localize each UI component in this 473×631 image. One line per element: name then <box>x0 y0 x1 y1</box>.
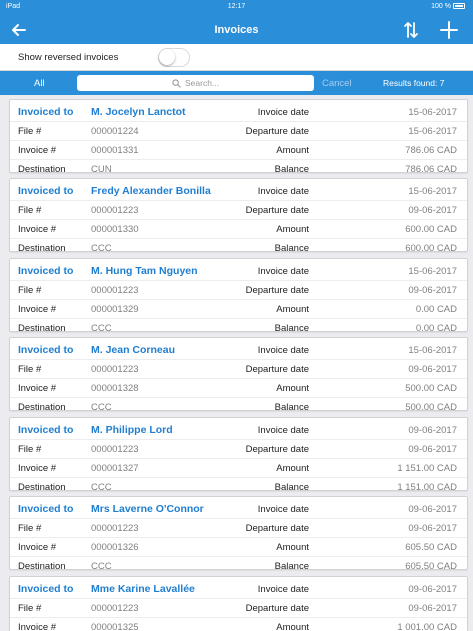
balance-label: Balance <box>274 164 309 175</box>
row-divider <box>10 537 467 538</box>
destination-value: CCC <box>91 243 112 254</box>
search-placeholder: Search... <box>184 78 220 88</box>
file-value: 000001223 <box>91 523 139 534</box>
balance-value: 605.50 CAD <box>405 561 457 572</box>
invoiced-to-label: Invoiced to <box>18 583 74 595</box>
row-divider <box>10 359 467 360</box>
customer-name: M. Jocelyn Lanctot <box>91 106 186 118</box>
row-divider <box>10 556 467 557</box>
balance-label: Balance <box>274 323 309 334</box>
amount-value: 1 001.00 CAD <box>397 622 457 631</box>
row-divider <box>10 458 467 459</box>
customer-name: Fredy Alexander Bonilla <box>91 185 211 197</box>
customer-name: M. Hung Tam Nguyen <box>91 265 198 277</box>
invoice-date-label: Invoice date <box>257 107 309 118</box>
invoice-date-label: Invoice date <box>257 425 309 436</box>
invoice-number-label: Invoice # <box>18 224 57 235</box>
switch-knob <box>159 49 175 65</box>
balance-value: 786.06 CAD <box>405 164 457 175</box>
destination-value: CCC <box>91 561 112 572</box>
invoice-date-value: 15-06-2017 <box>408 186 457 197</box>
battery-icon <box>453 3 465 9</box>
invoice-number-value: 000001326 <box>91 542 139 553</box>
departure-date-label: Departure date <box>245 444 309 455</box>
destination-label: Destination <box>18 243 66 254</box>
invoice-date-label: Invoice date <box>257 266 309 277</box>
page-title: Invoices <box>214 24 259 36</box>
carrier-label: iPad <box>6 3 21 10</box>
departure-date-label: Departure date <box>245 523 309 534</box>
amount-label: Amount <box>276 224 309 235</box>
row-divider <box>10 518 467 519</box>
invoice-number-label: Invoice # <box>18 542 57 553</box>
invoice-date-value: 09-06-2017 <box>408 425 457 436</box>
row-divider <box>10 200 467 201</box>
file-value: 000001223 <box>91 603 139 614</box>
departure-date-label: Departure date <box>245 285 309 296</box>
invoice-number-label: Invoice # <box>18 145 57 156</box>
scope-all-button[interactable]: All <box>34 78 45 89</box>
plus-icon <box>438 19 460 41</box>
amount-label: Amount <box>276 622 309 631</box>
invoice-date-label: Invoice date <box>257 186 309 197</box>
invoice-card[interactable] <box>9 99 468 173</box>
invoice-number-label: Invoice # <box>18 304 57 315</box>
invoiced-to-label: Invoiced to <box>18 265 74 277</box>
invoice-card[interactable] <box>9 258 468 332</box>
invoiced-to-label: Invoiced to <box>18 503 74 515</box>
invoice-date-label: Invoice date <box>257 345 309 356</box>
amount-value: 600.00 CAD <box>405 224 457 235</box>
invoice-date-value: 15-06-2017 <box>408 345 457 356</box>
invoice-number-value: 000001327 <box>91 463 139 474</box>
reversed-toggle-row <box>0 44 473 71</box>
amount-label: Amount <box>276 304 309 315</box>
destination-label: Destination <box>18 323 66 334</box>
invoiced-to-label: Invoiced to <box>18 424 74 436</box>
balance-value: 500.00 CAD <box>405 402 457 413</box>
invoice-number-value: 000001330 <box>91 224 139 235</box>
row-divider <box>10 299 467 300</box>
file-label: File # <box>18 205 42 216</box>
row-divider <box>10 378 467 379</box>
invoice-list[interactable] <box>0 95 473 631</box>
balance-value: 1 151.00 CAD <box>397 482 457 493</box>
balance-label: Balance <box>274 482 309 493</box>
destination-value: CUN <box>91 164 112 175</box>
departure-date-label: Departure date <box>245 126 309 137</box>
amount-value: 1 151.00 CAD <box>397 463 457 474</box>
row-divider <box>10 280 467 281</box>
file-value: 000001223 <box>91 364 139 375</box>
row-divider <box>10 439 467 440</box>
balance-label: Balance <box>274 243 309 254</box>
invoiced-to-label: Invoiced to <box>18 106 74 118</box>
destination-label: Destination <box>18 561 66 572</box>
customer-name: Mrs Laverne O'Connor <box>91 503 204 515</box>
search-bar <box>0 71 473 95</box>
invoice-date-value: 15-06-2017 <box>408 266 457 277</box>
invoice-number-label: Invoice # <box>18 622 57 631</box>
row-divider <box>10 617 467 618</box>
departure-date-value: 09-06-2017 <box>408 205 457 216</box>
status-bar <box>0 0 473 14</box>
amount-label: Amount <box>276 463 309 474</box>
invoice-card[interactable] <box>9 496 468 570</box>
row-divider <box>10 318 467 319</box>
invoice-date-value: 09-06-2017 <box>408 504 457 515</box>
row-divider <box>10 140 467 141</box>
results-count: Results found: 7 <box>383 78 445 88</box>
departure-date-value: 09-06-2017 <box>408 285 457 296</box>
invoice-number-value: 000001331 <box>91 145 139 156</box>
departure-date-label: Departure date <box>245 603 309 614</box>
departure-date-value: 09-06-2017 <box>408 364 457 375</box>
amount-label: Amount <box>276 542 309 553</box>
row-divider <box>10 238 467 239</box>
amount-label: Amount <box>276 383 309 394</box>
departure-date-value: 09-06-2017 <box>408 603 457 614</box>
row-divider <box>10 159 467 160</box>
amount-value: 605.50 CAD <box>405 542 457 553</box>
departure-date-value: 09-06-2017 <box>408 523 457 534</box>
departure-date-value: 15-06-2017 <box>408 126 457 137</box>
invoice-number-value: 000001328 <box>91 383 139 394</box>
reversed-invoices-switch[interactable] <box>158 48 190 67</box>
departure-date-label: Departure date <box>245 205 309 216</box>
invoice-card[interactable] <box>9 178 468 252</box>
invoice-date-label: Invoice date <box>257 504 309 515</box>
clock: 12:17 <box>227 3 246 10</box>
file-label: File # <box>18 523 42 534</box>
amount-value: 500.00 CAD <box>405 383 457 394</box>
balance-label: Balance <box>274 561 309 572</box>
invoice-card[interactable] <box>9 417 468 491</box>
invoice-date-value: 09-06-2017 <box>408 584 457 595</box>
search-input[interactable] <box>77 75 314 91</box>
file-label: File # <box>18 603 42 614</box>
balance-value: 600.00 CAD <box>405 243 457 254</box>
row-divider <box>10 477 467 478</box>
invoice-number-value: 000001325 <box>91 622 139 631</box>
file-value: 000001223 <box>91 205 139 216</box>
battery-label: 100 % <box>431 3 451 10</box>
customer-name: M. Philippe Lord <box>91 424 173 436</box>
file-label: File # <box>18 444 42 455</box>
header <box>0 0 473 44</box>
row-divider <box>10 219 467 220</box>
cancel-button[interactable]: Cancel <box>322 78 352 89</box>
destination-label: Destination <box>18 164 66 175</box>
destination-label: Destination <box>18 402 66 413</box>
invoice-date-value: 15-06-2017 <box>408 107 457 118</box>
invoiced-to-label: Invoiced to <box>18 344 74 356</box>
balance-value: 0.00 CAD <box>415 323 457 334</box>
sort-arrows-icon <box>400 19 422 41</box>
destination-value: CCC <box>91 402 112 413</box>
invoice-number-label: Invoice # <box>18 383 57 394</box>
file-value: 000001224 <box>91 126 139 137</box>
departure-date-label: Departure date <box>245 364 309 375</box>
search-icon <box>172 79 181 88</box>
battery-indicator <box>431 3 465 10</box>
file-label: File # <box>18 126 42 137</box>
invoice-card[interactable] <box>9 576 468 631</box>
file-value: 000001223 <box>91 285 139 296</box>
destination-value: CCC <box>91 323 112 334</box>
row-divider <box>10 598 467 599</box>
file-value: 000001223 <box>91 444 139 455</box>
file-label: File # <box>18 285 42 296</box>
row-divider <box>10 121 467 122</box>
customer-name: Mme Karine Lavallée <box>91 583 195 595</box>
add-invoice-button[interactable] <box>438 19 460 41</box>
row-divider <box>10 397 467 398</box>
invoice-number-value: 000001329 <box>91 304 139 315</box>
file-label: File # <box>18 364 42 375</box>
invoice-number-label: Invoice # <box>18 463 57 474</box>
balance-label: Balance <box>274 402 309 413</box>
departure-date-value: 09-06-2017 <box>408 444 457 455</box>
amount-value: 786.06 CAD <box>405 145 457 156</box>
invoice-card[interactable] <box>9 337 468 411</box>
destination-label: Destination <box>18 482 66 493</box>
invoiced-to-label: Invoiced to <box>18 185 74 197</box>
destination-value: CCC <box>91 482 112 493</box>
reversed-toggle-label: Show reversed invoices <box>18 52 119 63</box>
customer-name: M. Jean Corneau <box>91 344 176 356</box>
sort-button[interactable] <box>400 19 422 41</box>
invoice-date-label: Invoice date <box>257 584 309 595</box>
amount-value: 0.00 CAD <box>415 304 457 315</box>
amount-label: Amount <box>276 145 309 156</box>
